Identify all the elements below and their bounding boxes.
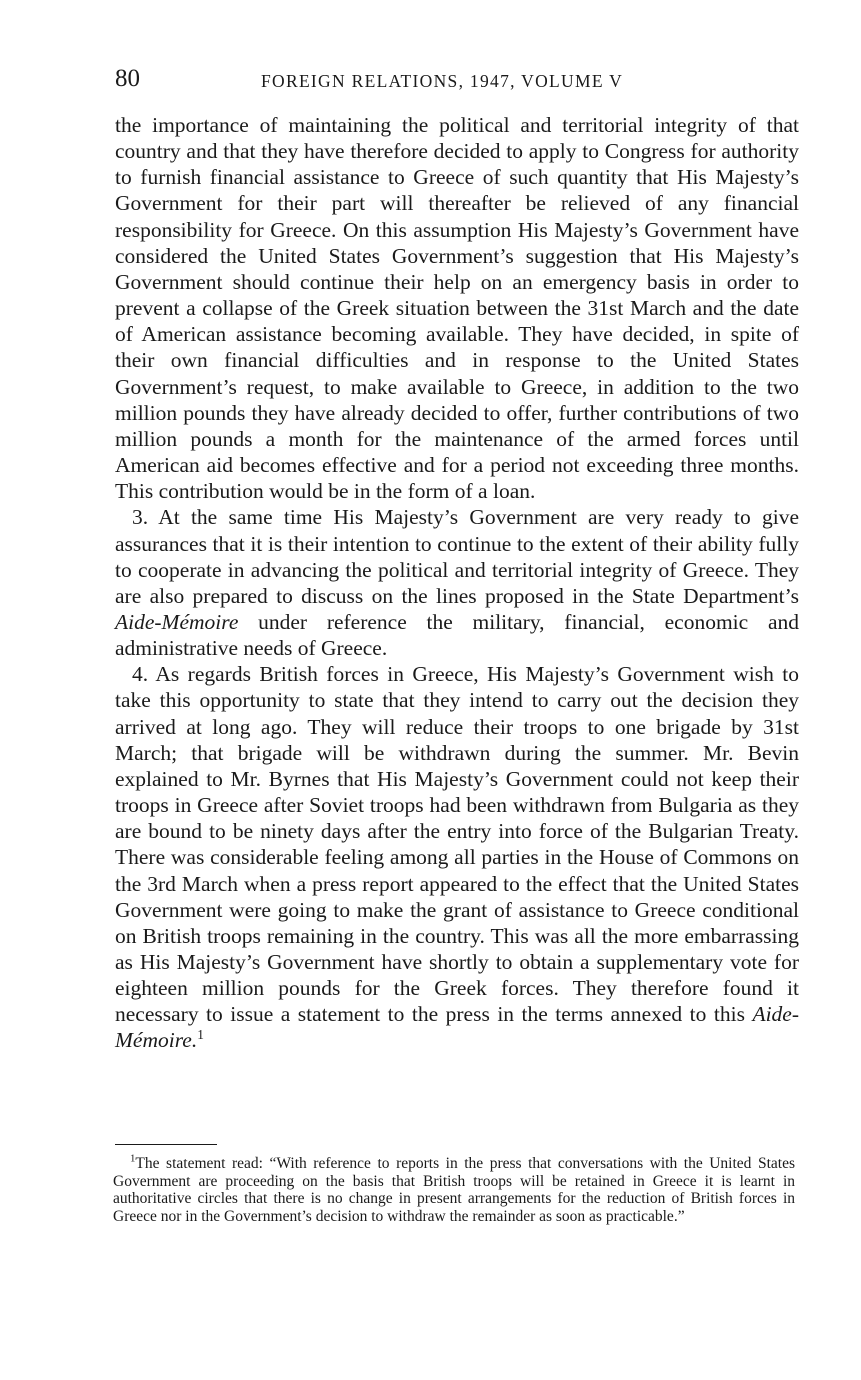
paragraph-continued bbox=[115, 112, 799, 504]
aide-memoire-italic: Aide-Mémoire bbox=[115, 609, 239, 634]
footnote-text: The statement read: “With reference to reports in the press that conversations with the United States Government are proceeding on the basis that British troops will be retained in Greece it is learnt in authoritative circles that there is no change in present arrangements for the reduction of British forces in Greece nor in the Government’s decision to withdraw the remainder as soon as practicable.” bbox=[113, 1155, 795, 1225]
page-number: 80 bbox=[115, 65, 140, 92]
page-header bbox=[115, 62, 800, 96]
running-head: FOREIGN RELATIONS, 1947, VOLUME V bbox=[261, 71, 624, 91]
footnote-divider bbox=[115, 1144, 217, 1145]
paragraph-4-text: 4. As regards British forces in Greece, His Majesty’s Government wish to take this opportunity to state that they intend to carry out the decision they arrived at long ago. They will reduce their troops to one brigade by 31st March; that brigade will be withdrawn during the summer. Mr. Bevin explained to Mr. Byrnes that His Majesty’s Government could not keep their troops in Greece after Soviet troops had been withdrawn from Bulgaria as they are bound to be ninety days after the entry into force of the Bulgarian Treaty. There was considerable feeling among all parties in the House of Commons on the 3rd March when a press report appeared to the effect that the United States Government were going to make the grant of assistance to Greece conditional on British troops remaining in the country. This was all the more embarrassing as His Majesty’s Government have shortly to obtain a supplementary vote for eighteen million pounds for the Greek forces. They therefore found it necessary to issue a statement to the press in the terms annexed to this bbox=[115, 662, 799, 1027]
aide-memoire-italic-2: Aide-Mémoire. bbox=[115, 1002, 799, 1053]
paragraph-3-text-b: under reference the military, financial, economic and administrative needs of Greece. bbox=[115, 609, 799, 661]
paragraph-3-text-a: 3. At the same time His Majesty’s Government are very ready to give assurances that it is their intention to continue to the extent of their ability fully to cooperate in advancing the political and territorial integrity of Greece. They are also prepared to discuss on the lines proposed in the State Department’s bbox=[115, 505, 799, 608]
paragraph-4 bbox=[115, 661, 799, 1053]
paragraph-3 bbox=[115, 504, 799, 661]
body-text bbox=[115, 112, 799, 1054]
paragraph-1-text: the importance of maintaining the political and territorial integrity of that country and that they have therefore decided to apply to Congress for authority to furnish financial assistance to Greece of such quantity that His Majesty’s Government for their part will thereafter be relieved of any financial responsibility for Greece. On this assumption His Majesty’s Government have considered the United States Government’s suggestion that His Majesty’s Government should continue their help on an emergency basis in order to prevent a collapse of the Greek situation between the 31st March and the date of American assistance becoming available. They have decided, in spite of their own financial difficulties and in response to the United States Government’s request, to make available to Greece, in addition to the two million pounds they have already decided to offer, further contributions of two million pounds a month for the maintenance of the armed forces until American aid becomes effective and for a period not exceeding three months. This contribution would be in the form of a loan. bbox=[115, 113, 799, 504]
footnote-reference: 1 bbox=[197, 1027, 204, 1043]
footnote bbox=[113, 1152, 795, 1225]
footnote-marker: 1 bbox=[130, 1152, 136, 1165]
